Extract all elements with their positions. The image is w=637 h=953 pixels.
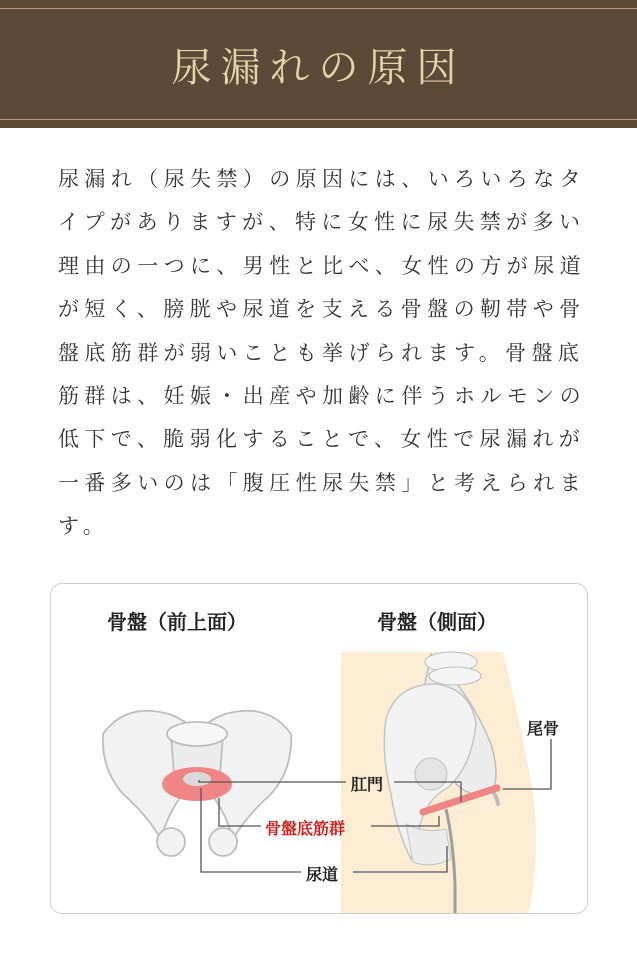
page-title: 尿漏れの原因 — [171, 44, 466, 91]
front-view-title: 骨盤（前上面） — [107, 610, 247, 634]
header-bottom-rule — [0, 119, 637, 120]
cause-description: 尿漏れ（尿失禁）の原因には、いろいろなタイプがありますが、特に女性に尿失禁が多い理由の一つに、男性と比べ、女性の方が尿道が短く、膀胱や尿道を支える骨盤の靭帯や骨盤底筋群が弱いことも挙げられます。骨盤底筋群は、妊娠・出産や加齢に伴うホルモンの低下で、脆弱化することで、女性で尿漏れが一番多いのは「腹圧性尿失禁」と考えられます。 — [58, 167, 586, 539]
label-anus: 肛門 — [351, 775, 384, 794]
side-view-title: 骨盤（側面） — [377, 610, 497, 634]
label-pelvic-floor: 骨盤底筋群 — [265, 819, 346, 838]
pelvis-figure — [50, 583, 588, 914]
hip-joint-side — [415, 758, 447, 790]
label-tailbone: 尾骨 — [527, 719, 560, 738]
page-header — [0, 0, 637, 128]
label-urethra: 尿道 — [306, 865, 339, 884]
